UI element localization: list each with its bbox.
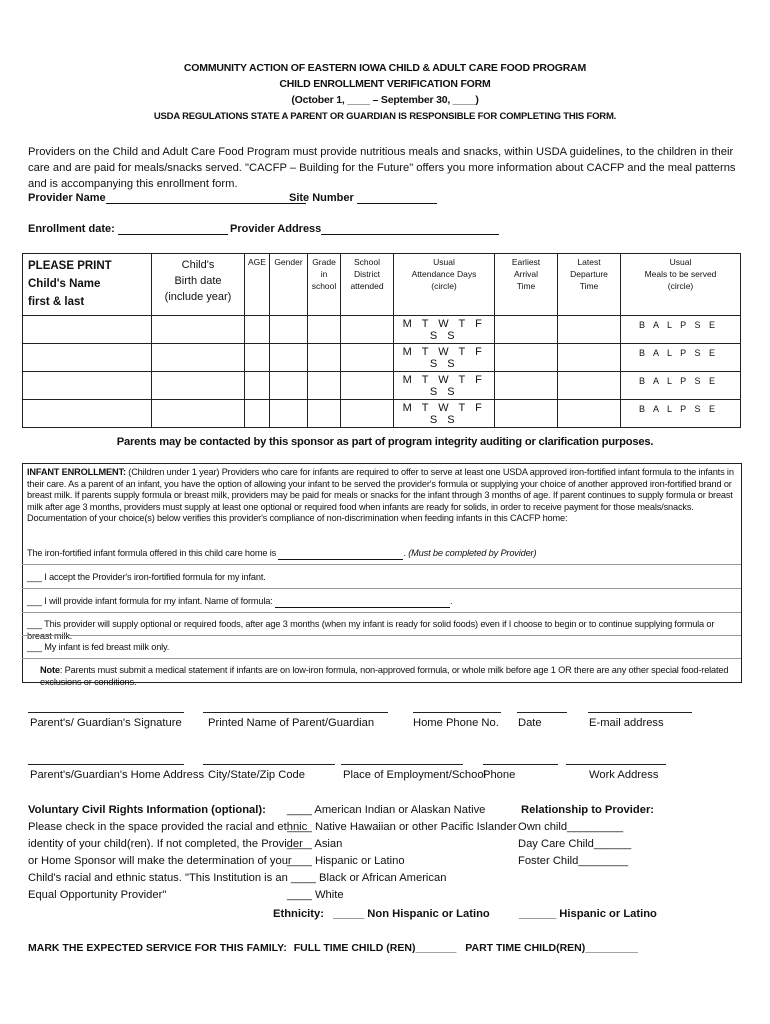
race-white[interactable]: ____ White (287, 889, 344, 901)
ethnicity-row[interactable] (273, 906, 657, 923)
service-part-time[interactable]: PART TIME CHILD(REN)_________ (465, 942, 638, 954)
provider-address-label: Provider Address (230, 223, 322, 235)
ethnicity-non-hispanic[interactable]: _____ Non Hispanic or Latino (333, 908, 490, 920)
civil-rights-title: Voluntary Civil Rights Information (optional): (28, 804, 266, 816)
relationship-foster[interactable]: Foster Child________ (518, 855, 629, 867)
option-breast-milk[interactable]: ___ My infant is fed breast milk only. (27, 642, 170, 652)
date-label[interactable]: Date (518, 717, 542, 729)
intro-paragraph: Providers on the Child and Adult Care Food Program must provide nutritious meals and snacks, within USDA guidelines, to the children in their care and are paid for meals/snacks served. "CACFP – Building for the Future" offers you more information about CACFP and the meal patterns and is accompanying this enrollment form. (28, 146, 736, 190)
option-accept-formula[interactable]: ___ I accept the Provider's iron-fortified formula for my infant. (27, 572, 266, 582)
attendance-days-circle[interactable]: M T W T F S S (394, 372, 495, 400)
service-row[interactable] (28, 942, 638, 954)
infant-note: Note: Parents must submit a medical statement if infants are on low-iron formula, non-approved formula, or whole milk before age 1 OR there are any other special food-related exclusions or conditions. (40, 665, 729, 687)
table-row[interactable] (23, 372, 741, 400)
service-full-time[interactable]: FULL TIME CHILD (REN)_______ (293, 942, 457, 954)
site-number-label: Site Number (289, 192, 354, 204)
civil-rights-text: Please check in the space provided the racial and ethnic identity of your child(ren). If not completed, the Provider or Home Sponsor will make the determination of your Child's racial and ethnic status. "This Institution is an Equal Opportunity Provider" (28, 821, 308, 901)
ethnicity-label: Ethnicity: (273, 908, 324, 920)
service-label: MARK THE EXPECTED SERVICE FOR THIS FAMILY: (28, 942, 287, 954)
site-number-field[interactable] (289, 191, 437, 204)
relationship-day-care[interactable]: Day Care Child______ (518, 838, 632, 850)
ethnicity-hispanic[interactable]: ______ Hispanic or Latino (518, 908, 657, 920)
home-phone-label[interactable]: Home Phone No. (413, 717, 499, 729)
parent-signature-label[interactable]: Parent's/ Guardian's Signature (30, 717, 182, 729)
home-address-label[interactable]: Parent's/Guardian's Home Address (30, 769, 205, 781)
col-school-district: School District attended (341, 254, 394, 316)
infant-enrollment-text (27, 467, 739, 525)
enrollment-date-label: Enrollment date: (28, 223, 115, 235)
program-title: COMMUNITY ACTION OF EASTERN IOWA CHILD & ADULT CARE FOOD PROGRAM (183, 62, 587, 74)
employment-label[interactable]: Place of Employment/School (343, 769, 487, 781)
contact-note: Parents may be contacted by this sponsor as part of program integrity auditing or clarification purposes. (116, 436, 654, 448)
race-hispanic[interactable]: ____ Hispanic or Latino (287, 855, 405, 867)
meals-circle[interactable]: B A L P S E (621, 400, 741, 428)
col-grade: Grade in school (308, 254, 341, 316)
race-native-hawaiian[interactable]: ____ Native Hawaiian or other Pacific Islander (287, 821, 517, 833)
table-row[interactable] (23, 344, 741, 372)
phone-label[interactable]: Phone (483, 769, 516, 781)
city-state-zip-label[interactable]: City/State/Zip Code (208, 769, 306, 781)
meals-circle[interactable]: B A L P S E (621, 316, 741, 344)
option-provide-formula[interactable]: ___ I will provide infant formula for my infant. Name of formula: . (27, 596, 453, 606)
table-row[interactable] (23, 400, 741, 428)
infant-enrollment-title: INFANT ENROLLMENT: (27, 467, 126, 477)
race-american-indian[interactable]: ____ American Indian or Alaskan Native (287, 804, 486, 816)
col-attendance-days: Usual Attendance Days (circle) (394, 254, 495, 316)
form-title: CHILD ENROLLMENT VERIFICATION FORM (279, 78, 491, 90)
attendance-days-circle[interactable]: M T W T F S S (394, 400, 495, 428)
enrollment-table (22, 253, 741, 428)
regulation-notice: USDA REGULATIONS STATE A PARENT OR GUARDIAN IS RESPONSIBLE FOR COMPLETING THIS FORM. (153, 111, 617, 122)
table-header-row (23, 254, 741, 316)
race-asian[interactable]: ____ Asian (287, 838, 343, 850)
attendance-days-circle[interactable]: M T W T F S S (394, 344, 495, 372)
col-arrival: Earliest Arrival Time (495, 254, 558, 316)
col-gender: Gender (270, 254, 308, 316)
meals-circle[interactable]: B A L P S E (621, 372, 741, 400)
col-child-name: PLEASE PRINT Child's Name first & last (23, 254, 152, 316)
infant-enrollment-body: (Children under 1 year) Providers who care for infants are required to offer to serve at least one USDA approved iron-fortified infant formula to the infants in their care. As a parent of an infant, you have the option of allowing your infant to be served the provider's formula or supplying your choice of another approved iron-fortified brand or breast milk. If parents supply formula or breast milk, providers may be paid for meals or snacks for the infant through 3 months of age. If parent continues to supply formula or breast milk after age 3 months, providers must supply at least one optional or required food when infants are ready for solids, in order to receive payment for those meals/snacks. Documentation of your choice(s) below verifies this provider's compliance of non-discrimination when feeding infants in this CACFP home: (27, 467, 734, 523)
relationship-title: Relationship to Provider: (521, 804, 655, 816)
enrollment-date-field[interactable] (28, 222, 228, 235)
provider-name-label: Provider Name (28, 192, 106, 204)
provider-name-field[interactable] (28, 191, 306, 204)
relationship-options[interactable] (518, 819, 631, 870)
printed-name-label[interactable]: Printed Name of Parent/Guardian (208, 717, 375, 729)
col-meals: Usual Meals to be served (circle) (621, 254, 741, 316)
email-label[interactable]: E-mail address (589, 717, 664, 729)
formula-line[interactable]: The iron-fortified infant formula offered in this child care home is . (Must be completed by Provider) (27, 548, 537, 558)
program-year: (October 1, ____ – September 30, ____) (291, 94, 479, 106)
race-options[interactable] (287, 802, 516, 904)
work-address-label[interactable]: Work Address (589, 769, 659, 781)
attendance-days-circle[interactable]: M T W T F S S (394, 316, 495, 344)
col-age: AGE (245, 254, 270, 316)
table-row[interactable] (23, 316, 741, 344)
col-birth-date: Child's Birth date (include year) (152, 254, 245, 316)
option-provider-foods[interactable]: ___ This provider will supply optional or required foods, after age 3 months (when my infant is ready for solid foods) even if I choose to begin or to continue supplying formula or breast milk. (27, 619, 715, 641)
meals-circle[interactable]: B A L P S E (621, 344, 741, 372)
relationship-own-child[interactable]: Own child_________ (518, 821, 624, 833)
col-departure: Latest Departure Time (558, 254, 621, 316)
provider-address-field[interactable] (230, 222, 499, 235)
race-black[interactable]: ____ Black or African American (291, 872, 447, 884)
